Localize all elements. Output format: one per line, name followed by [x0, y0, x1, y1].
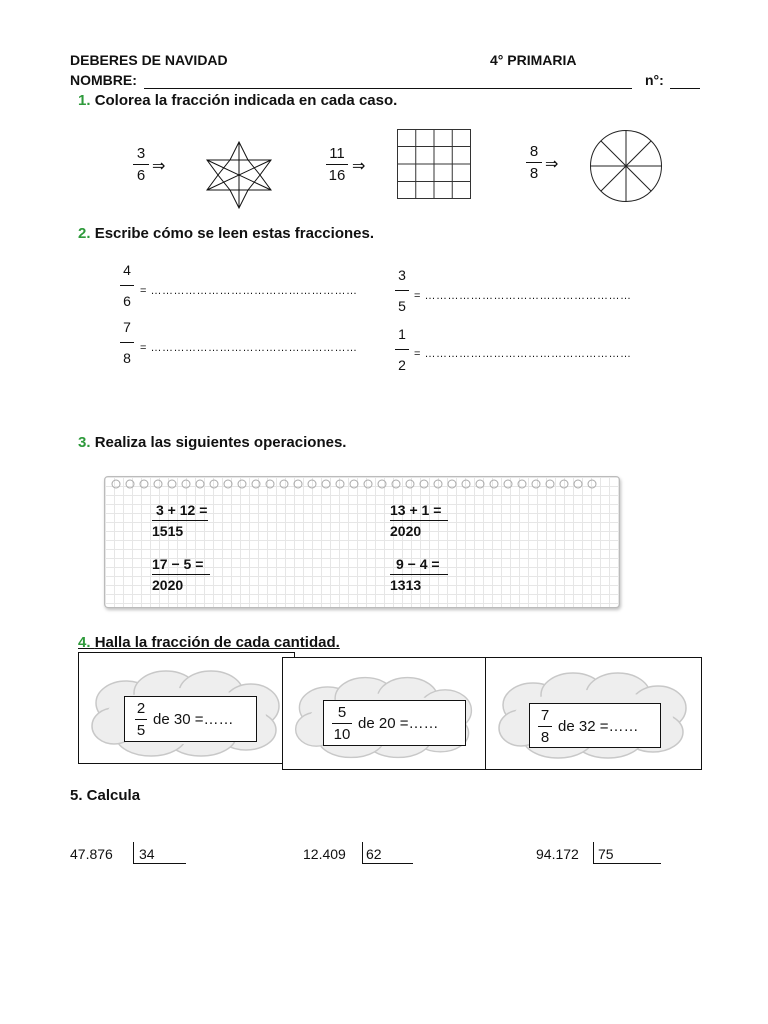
divisor-3: 75 [598, 846, 614, 862]
q4-exercise-1[interactable]: 2 5 de 30 =…… [124, 696, 257, 742]
question-5-title: 5. Calcula [70, 787, 141, 804]
name-line[interactable] [144, 88, 632, 89]
star-shape[interactable] [198, 140, 280, 210]
circle-shape[interactable] [589, 129, 663, 203]
question-2: 2. Escribe cómo se leen estas fracciones. [78, 225, 374, 242]
arrow-icon: ⇒ [152, 158, 166, 175]
worksheet-title: DEBERES DE NAVIDAD [70, 52, 228, 68]
answer-line-3[interactable]: = ……………………………………………… [140, 342, 358, 354]
question-4: 4. Halla la fracción de cada cantidad. [78, 634, 340, 651]
quotient-line-3[interactable] [593, 863, 661, 864]
q2-fraction-4: 1 2 [395, 327, 409, 372]
division-bracket [133, 842, 134, 864]
quotient-line-1[interactable] [133, 863, 186, 864]
question-1: 1. Colorea la fracción indicada en cada caso. [78, 92, 398, 109]
arrow-icon: ⇒ [545, 156, 559, 173]
q2-fraction-3: 7 8 [120, 320, 134, 365]
operation-2: 13 + 1 = 2020 [390, 502, 448, 539]
grade-label: 4° PRIMARIA [490, 52, 577, 68]
division-bracket [593, 842, 594, 864]
division-bracket [362, 842, 363, 864]
q2-fraction-2: 3 5 [395, 268, 409, 313]
q2-fraction-1: 4 6 [120, 263, 134, 308]
q1-fraction-1: 3 6 [133, 146, 149, 183]
answer-line-1[interactable]: = ……………………………………………… [140, 285, 358, 297]
divisor-2: 62 [366, 846, 382, 862]
operation-4: 9 − 4 = 1313 [390, 556, 448, 593]
question-4-text: Halla la fracción de cada cantidad. [94, 634, 340, 651]
dividend-3: 94.172 [536, 846, 579, 862]
grid-shape[interactable] [397, 129, 471, 199]
question-3: 3. Realiza las siguientes operaciones. [78, 434, 347, 451]
question-3-text: Realiza las siguientes operaciones. [94, 434, 347, 451]
operation-3: 17 − 5 = 2020 [152, 556, 210, 593]
q4-exercise-3[interactable]: 7 8 de 32 =…… [529, 703, 661, 748]
answer-line-4[interactable]: = ……………………………………………… [414, 348, 632, 360]
operation-1: 3 + 12 = 1515 [152, 502, 208, 539]
q1-fraction-3: 8 8 [526, 144, 542, 181]
name-label: NOMBRE: [70, 72, 137, 88]
number-line[interactable] [670, 88, 700, 89]
arrow-icon: ⇒ [352, 158, 366, 175]
question-1-text: Colorea la fracción indicada en cada caso. [94, 92, 398, 109]
answer-line-2[interactable]: = ……………………………………………… [414, 290, 632, 302]
divisor-1: 34 [139, 846, 155, 862]
q4-exercise-2[interactable]: 5 10 de 20 =…… [323, 700, 466, 746]
quotient-line-2[interactable] [362, 863, 413, 864]
dividend-1: 47.876 [70, 846, 113, 862]
q1-fraction-2: 11 16 [326, 146, 348, 183]
spiral-rings [110, 478, 610, 490]
question-2-text: Escribe cómo se leen estas fracciones. [94, 225, 374, 242]
number-label: n°: [645, 72, 664, 88]
dividend-2: 12.409 [303, 846, 346, 862]
